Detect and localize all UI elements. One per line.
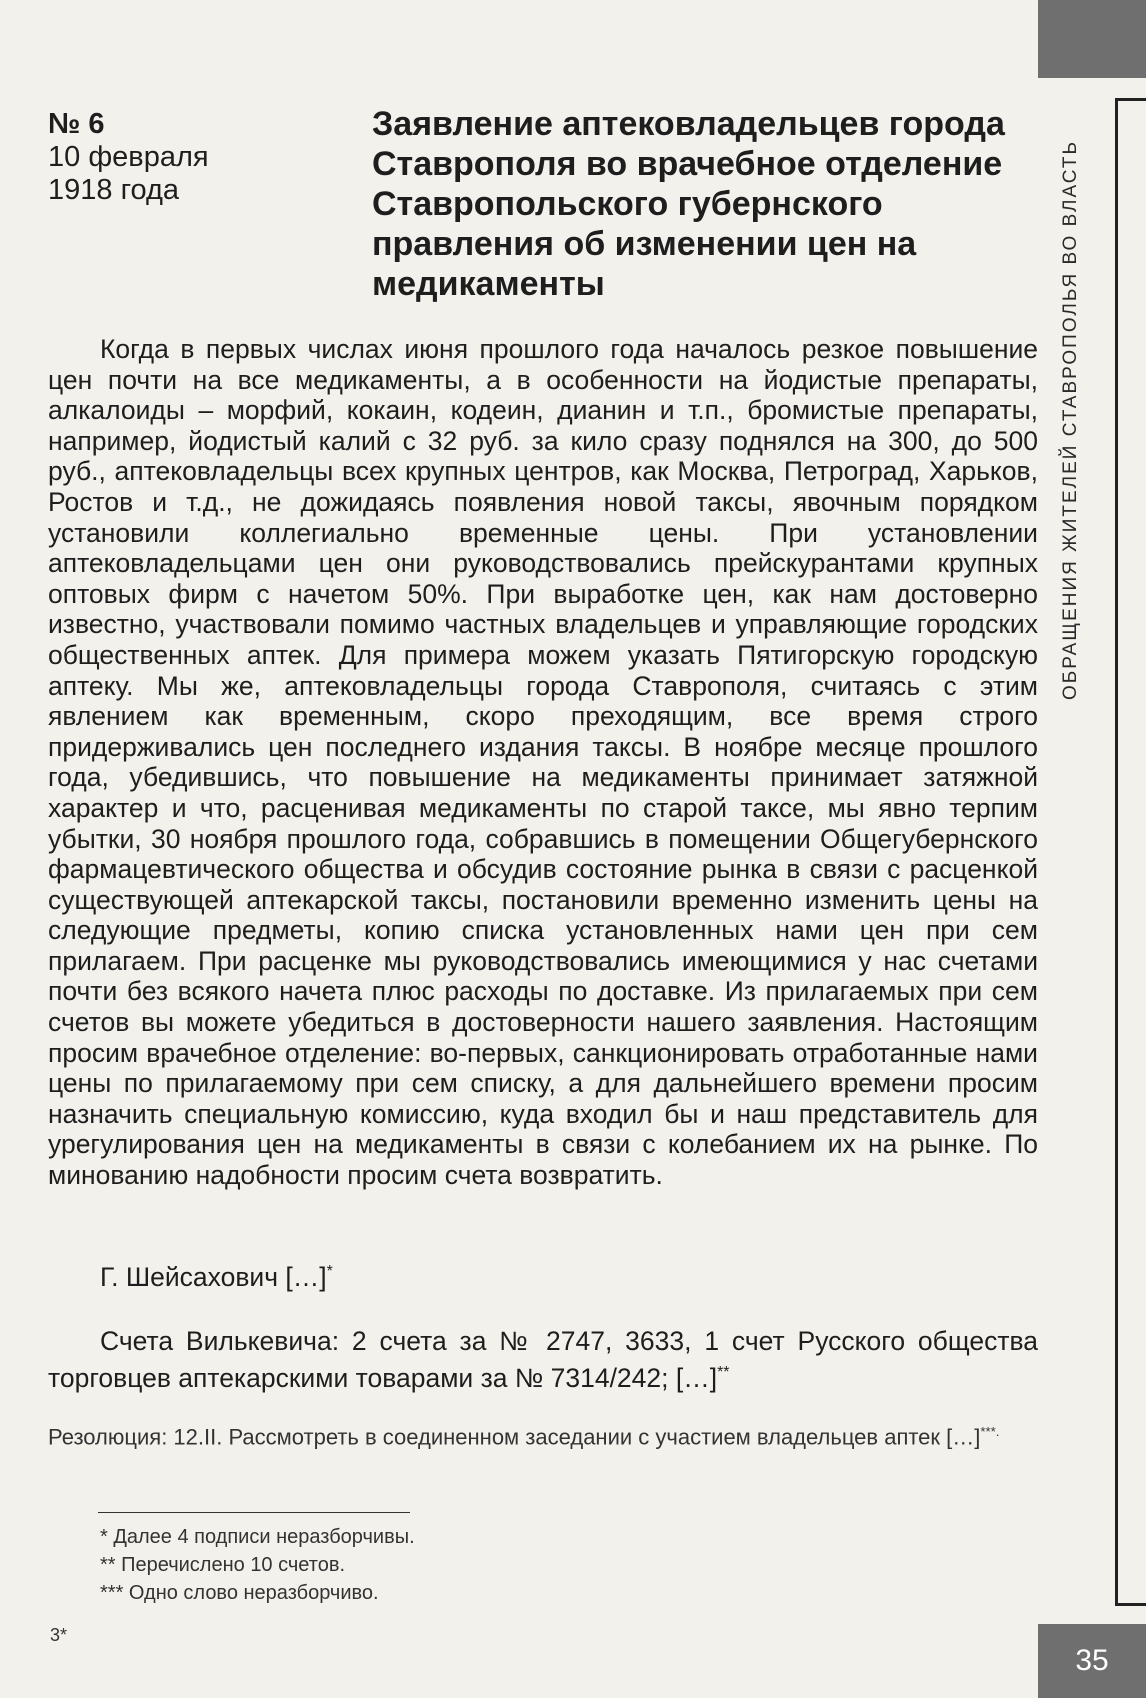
signature bbox=[100, 1262, 333, 1293]
page-number: 35 bbox=[1038, 1624, 1146, 1698]
footnote-2: ** Перечислено 10 счетов. bbox=[100, 1554, 346, 1576]
document-number: № 6 bbox=[48, 108, 105, 140]
footnotes bbox=[100, 1523, 415, 1607]
accounts-footnote-mark: ** bbox=[717, 1364, 730, 1381]
document-date-line1: 10 февраля bbox=[48, 141, 209, 173]
signature-text: Г. Шейсахович […] bbox=[100, 1262, 327, 1292]
document-body: Когда в первых числах июня прошлого года началось резкое повышение цен почти на все медикаменты, а в особенности на йодистые препараты, алкалоиды – морфий, кокаин, кодеин, дианин и т.п., бромистые препараты, например, йодистый калий с 32 руб. за кило сразу поднялся на 300, до 500 руб., аптековладельцы всех крупных центров, как Москва, Петроград, Харьков, Ростов и т.д., не дожидаясь появления новой таксы, явочным порядком установили коллегиально временные цены. При установлении аптековладельцами цен они руководствовались прейскурантами крупных оптовых фирм с начетом 50%. При выработке цен, как нам достоверно известно, участвовали помимо частных владельцев и управляющие городских общественных аптек. Для примера можем указать Пятигорскую городскую аптеку. Мы же, аптековладельцы города Ставрополя, считаясь с этим явлением как временным, скоро преходящим, все время строго придерживались цен последнего издания таксы. В ноябре месяце прошлого года, убедившись, что повышение на медикаменты принимает затяжной характер и что, расценивая медикаменты по старой таксе, мы явно терпим убытки, 30 ноября прошлого года, собравшись в помещении Общегубернского фармацевтического общества и обсудив состояние рынка в связи с расценкой существующей аптекарской таксы, постановили временно изменить цены на следующие предметы, копию списка установленных нами цен при сем прилагаем. При расценке мы руководствовались имеющимися у нас счетами почти без всякого начета плюс расходы по доставке. Из прилагаемых при сем счетов вы можете убедиться в достоверности нашего заявления. Настоящим просим врачебное отделение: во-первых, санкционировать отработанные нами цены по прилагаемому при сем списку, а для дальнейшего времени просим назначить специальную комиссию, куда входил бы и наш представитель для урегулирования цен на медикаменты в связи с колебанием их на рынке. По минованию надобности просим счета возвратить. bbox=[48, 334, 1038, 1191]
document-title: Заявление аптековладельцев города Ставрополя во врачебное отделение Ставропольского губернского правления об изменении цен на медикаменты bbox=[372, 105, 1005, 303]
running-title: ОБРАЩЕНИЯ ЖИТЕЛЕЙ СТАВРОПОЛЬЯ ВО ВЛАСТЬ bbox=[1060, 140, 1081, 700]
signature-footnote-mark: * bbox=[326, 1263, 333, 1281]
accounts-note bbox=[48, 1326, 1038, 1394]
footnote-3: *** Одно слово неразборчиво. bbox=[100, 1582, 379, 1604]
footnote-divider bbox=[98, 1512, 410, 1513]
resolution-text: Резолюция: 12.II. Рассмотреть в соединенном заседании с участием владельцев аптек […] bbox=[48, 1424, 981, 1450]
sheet-signature-mark: 3* bbox=[50, 1625, 68, 1645]
accounts-text: Счета Вилькевича: 2 счета за № 2747, 3633, 1 счет Русского общества торговцев аптекарскими товарами за № 7314/242; […] bbox=[48, 1326, 1038, 1393]
resolution-footnote-mark: ***. bbox=[980, 1424, 1000, 1439]
document-header bbox=[48, 108, 209, 207]
side-tab-top bbox=[1038, 0, 1146, 78]
document-date-line2: 1918 года bbox=[48, 174, 180, 206]
footnote-1: * Далее 4 подписи неразборчивы. bbox=[100, 1526, 415, 1548]
resolution bbox=[48, 1418, 1038, 1451]
side-frame bbox=[1115, 98, 1146, 1606]
